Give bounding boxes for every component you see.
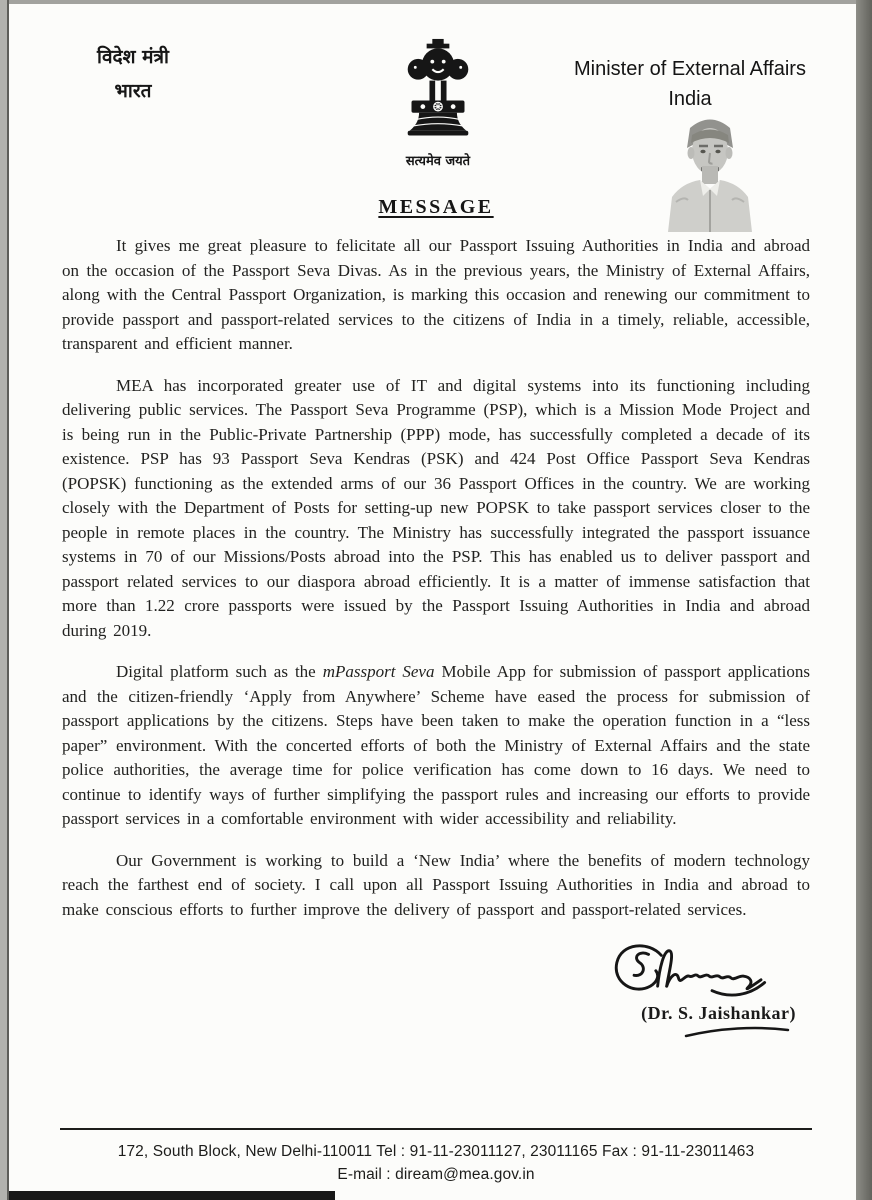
emblem-of-india-icon xyxy=(398,38,478,144)
paragraph-3 xyxy=(62,660,810,832)
letter-title: MESSAGE xyxy=(378,196,494,218)
hindi-minister-label: विदेश मंत्री xyxy=(97,46,169,68)
letter-body xyxy=(62,234,810,922)
paragraph-4 xyxy=(62,849,810,923)
text-run: It gives me great pleasure to felicitate all our Passport Issuing Authorities in India and abroad on the occasion of the Passport Seva Divas. As in the previous years, the Ministry of External Affairs, along with the Central Passport Organization, is marking this occasion and renewing our commitment to provide passport and passport-related services to the citizens of India in a timely, reliable, accessible, transparent and efficient manner. xyxy=(62,236,810,353)
scan-edge-top xyxy=(0,0,872,4)
emblem-motto: सत्यमेव जयते xyxy=(405,154,471,169)
signature-scribble xyxy=(604,939,782,1007)
text-run: MEA has incorporated greater use of IT and digital systems into its functioning including delivering public services. The Passport Seva Programme (PSP), which is a Mission Mode Project and is being run in the Public-Private Partnership (PPP) mode, has successfully completed a decade of its existence. PSP has 93 Passport Seva Kendras (PSK) and 424 Post Office Passport Seva Kendras (POPSK) functioning as the extended arms of our 36 Passport Offices in the country. We are working closely with the Department of Posts for setting-up new POPSK to take passport services closer to the people in remote places in the country. The Ministry has successfully integrated the passport issuance systems in 70 of our Missions/Posts abroad into the PSP. This has enabled us to deliver passport and passport related services to our diaspora abroad efficiently. It is a matter of immense satisfaction that more than 1.22 crore passports were issued by the Passport Issuing Authorities in India and abroad during 2019. xyxy=(62,375,810,640)
hindi-india-label: भारत xyxy=(114,80,152,102)
minister-title-label: Minister of External Affairs xyxy=(574,58,806,80)
sender-designation-hindi xyxy=(68,40,198,108)
signature-block xyxy=(62,939,810,1038)
paragraph-1 xyxy=(62,234,810,357)
scan-edge-right xyxy=(856,0,872,1200)
paragraph-2 xyxy=(62,374,810,644)
letter-main xyxy=(62,196,810,1038)
footer-rule xyxy=(60,1128,812,1130)
text-run: Mobile App for submission of passport applications and the citizen-friendly ‘Apply from Anywhere’ Scheme have eased the process for submission of passport applications by the citizens. Steps have been taken to make the operation function in a “less paper” environment. With the concerted efforts of both the Ministry of External Affairs and the state police authorities, the average time for police verification has come down to 16 days. We need to continue to identify ways of further simplifying the passport rules and increasing our efforts to provide passport services in a comfortable environment with wider accessibility and reliability. xyxy=(62,662,811,828)
emblem-block xyxy=(386,38,490,169)
italic-text-run: mPassport Seva xyxy=(322,662,435,681)
india-label: India xyxy=(668,88,712,110)
letterhead-footer xyxy=(60,1128,812,1186)
signatory-name: (Dr. S. Jaishankar) xyxy=(641,1003,796,1023)
text-run: Our Government is working to build a ‘New India’ where the benefits of modern technology reach the farthest end of society. I call upon all Passport Issuing Authorities in India and abroad to make conscious efforts to further improve the delivery of passport and passport-related services. xyxy=(62,850,810,919)
scan-edge-bottom xyxy=(9,1191,335,1200)
signature-underline xyxy=(684,1026,790,1038)
text-run: Digital platform such as the xyxy=(116,662,323,681)
scan-edge-left xyxy=(0,0,9,1200)
sender-designation-english xyxy=(560,54,820,114)
footer-address: 172, South Block, New Delhi-110011 Tel : 91-11-23011127, 23011165 Fax : 91-11-23011463 xyxy=(117,1143,755,1160)
footer-email: E-mail : diream@mea.gov.in xyxy=(337,1166,535,1183)
